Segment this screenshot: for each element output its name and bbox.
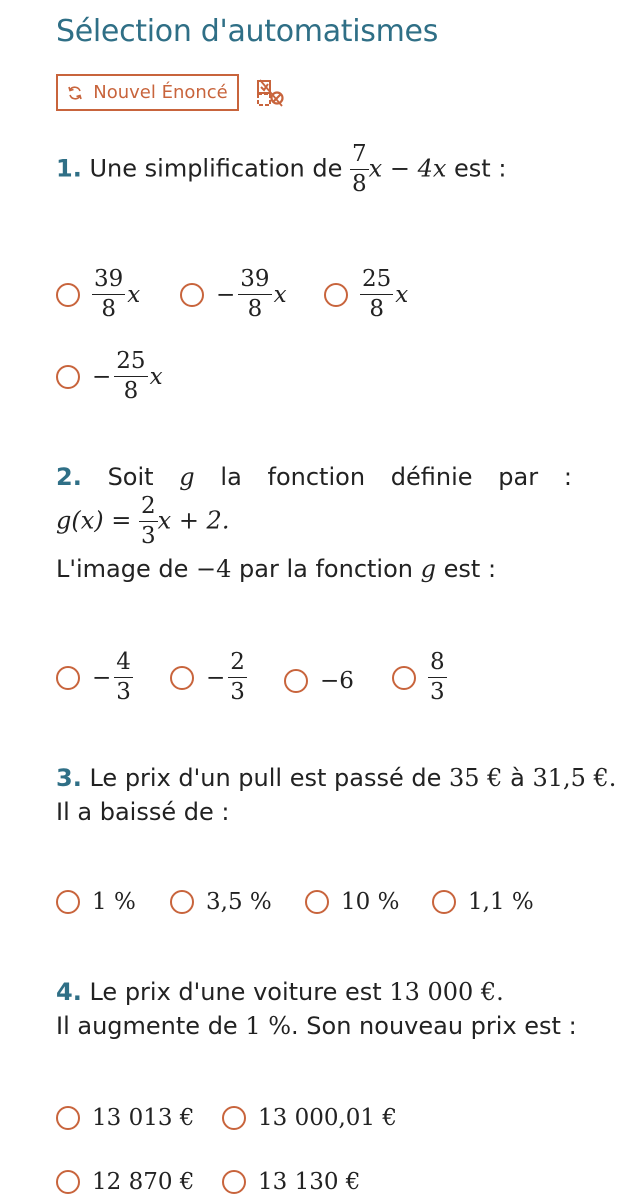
new-statement-button[interactable] (56, 74, 239, 111)
question-number: 3. (56, 764, 82, 792)
q3-option-3[interactable]: 10 % (305, 889, 399, 915)
question-3-line-2: Il a baissé de : (56, 798, 230, 826)
question-3-line-1: 3. Le prix d'un pull est passé de 35 € à 31,5 €. (56, 764, 617, 792)
question-1 (56, 143, 506, 196)
radio-button[interactable] (170, 666, 194, 690)
radio-button[interactable] (324, 283, 348, 307)
q2-option-1[interactable]: − $\frac{4}{3}$ (56, 651, 133, 704)
q4-option-1[interactable]: 13 013 € (56, 1105, 194, 1131)
q1-option-4[interactable]: − $\frac{25}{8}$ x (56, 350, 163, 403)
radio-button[interactable] (56, 283, 80, 307)
fraction: $\frac{2}{3}$ (141, 493, 156, 549)
q3-option-1[interactable]: 1 % (56, 889, 136, 915)
q3-option-2[interactable]: 3,5 % (170, 889, 272, 915)
q2-option-4[interactable]: $\frac{8}{3}$ (392, 651, 447, 704)
radio-button[interactable] (222, 1106, 246, 1130)
page-title: Sélection d'automatismes (56, 14, 439, 49)
q2-option-2[interactable]: − $\frac{2}{3}$ (170, 651, 247, 704)
radio-button[interactable] (56, 666, 80, 690)
q3-option-4[interactable]: 1,1 % (432, 889, 534, 915)
q2-option-3[interactable]: −6 (284, 668, 354, 694)
radio-button[interactable] (56, 365, 80, 389)
q4-option-2[interactable]: 13 000,01 € (222, 1105, 397, 1131)
radio-button[interactable] (56, 1170, 80, 1194)
radio-button[interactable] (222, 1170, 246, 1194)
refresh-icon (67, 85, 83, 101)
question-2-line-1: 2. Soit g la fonction définie par : (56, 461, 572, 494)
radio-button[interactable] (180, 283, 204, 307)
radio-button[interactable] (284, 669, 308, 693)
radio-button[interactable] (305, 890, 329, 914)
radio-button[interactable] (432, 890, 456, 914)
q4-option-3[interactable]: 12 870 € (56, 1169, 194, 1195)
q1-option-1[interactable]: $\frac{39}{8}$ x (56, 268, 140, 321)
radio-button[interactable] (56, 1106, 80, 1130)
question-text: est : (454, 154, 507, 183)
question-number: 4. (56, 978, 82, 1006)
q4-option-4[interactable]: 13 130 € (222, 1169, 360, 1195)
no-correction-icon[interactable] (256, 78, 286, 108)
question-number: 2. (56, 463, 82, 491)
new-statement-label: Nouvel Énoncé (93, 82, 228, 103)
q1-option-3[interactable]: $\frac{25}{8}$ x (324, 268, 408, 321)
radio-button[interactable] (392, 666, 416, 690)
question-2-line-2: g(x) = $\frac{2}{3}$ x + 2. (56, 493, 230, 549)
q1-option-2[interactable]: − $\frac{39}{8}$ x (180, 268, 287, 321)
fraction: $\frac{7}{8}$ (352, 141, 367, 197)
radio-button[interactable] (56, 890, 80, 914)
question-4-line-1: 4. Le prix d'une voiture est 13 000 €. (56, 978, 504, 1006)
question-text: Une simplification de (89, 154, 343, 183)
radio-button[interactable] (170, 890, 194, 914)
math-expression: x − 4x (368, 154, 447, 183)
question-2-line-3: L'image de −4 par la fonction g est : (56, 555, 497, 583)
question-4-line-2: Il augmente de 1 %. Son nouveau prix est : (56, 1012, 577, 1040)
question-number: 1. (56, 154, 82, 183)
